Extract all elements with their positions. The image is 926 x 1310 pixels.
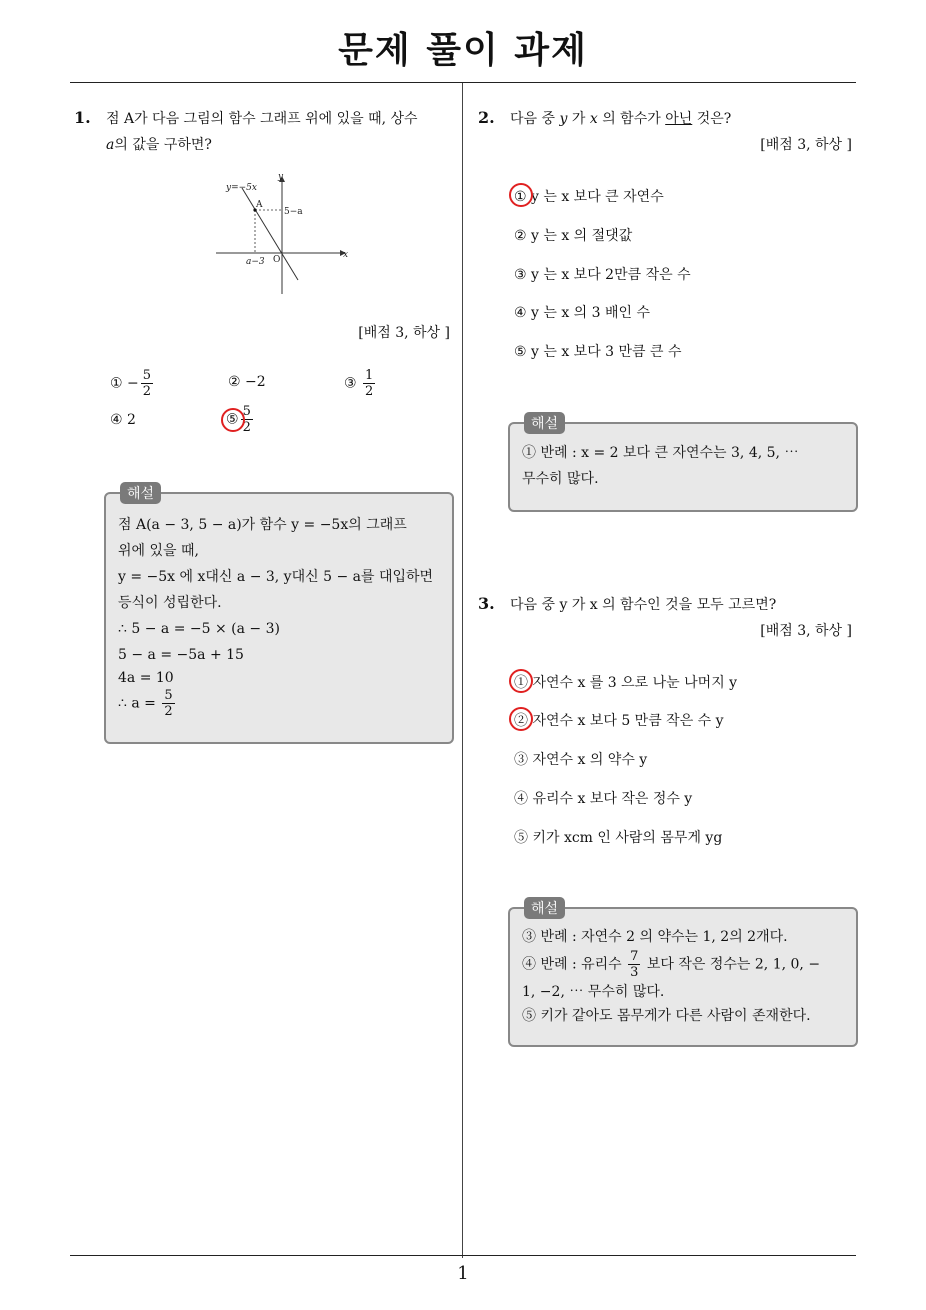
q1-text-line2: a의 값을 구하면?: [106, 137, 212, 153]
q1-choice-3[interactable]: ③ $\frac{1}{2}$: [344, 368, 374, 399]
q1-text-line1: 점 A가 다음 그림의 함수 그래프 위에 있을 때, 상수: [106, 111, 418, 127]
graph-y-axis-label: y: [278, 172, 284, 182]
q1-explanation-label: 해설: [120, 482, 161, 504]
answer-circle-mark: [221, 408, 245, 432]
q3-question: 다음 중 y 가 x 의 함수인 것을 모두 고르면?: [510, 597, 777, 613]
top-rule: [70, 82, 856, 83]
column-divider: [462, 83, 463, 1258]
page-number: 1: [457, 1263, 469, 1284]
q2-score: [배점 3, 하상 ]: [760, 137, 852, 153]
graph-x-value-label: a−3: [246, 257, 265, 267]
graph-point-label: A: [256, 200, 263, 210]
q1-choice-4[interactable]: ④ 2: [110, 412, 136, 428]
q1-graph: [212, 170, 352, 300]
q3-choice-1[interactable]: ① 자연수 x 를 3 으로 나눈 나머지 y: [514, 675, 738, 691]
q3-choice-5[interactable]: ⑤ 키가 xcm 인 사람의 몸무게 yg: [514, 830, 723, 846]
q2-explanation-text: ① 반례 : x = 2 보다 큰 자연수는 3, 4, 5, ⋯ 무수히 많다.: [522, 445, 799, 487]
q1-choice-5[interactable]: ⑤ $\frac{5}{2}$: [226, 404, 251, 435]
answer-circle-mark: [509, 669, 533, 693]
graph-origin-label: O: [273, 255, 281, 265]
q3-choice-3[interactable]: ③ 자연수 x 의 약수 y: [514, 752, 648, 768]
q2-choice-5[interactable]: ⑤ y 는 x 보다 3 만큼 큰 수: [514, 344, 682, 360]
q3-choice-2[interactable]: ② 자연수 x 보다 5 만큼 작은 수 y: [514, 713, 724, 729]
bottom-rule: [70, 1255, 856, 1256]
q1-explanation-box: [104, 486, 454, 744]
graph-eq-label: y=−5x: [226, 183, 257, 193]
q1-choice-2[interactable]: ② −2: [228, 374, 266, 390]
graph-value-label: 5−a: [284, 207, 303, 217]
page-title: 문제 풀이 과제: [338, 30, 588, 71]
q3-choice-4[interactable]: ④ 유리수 x 보다 작은 정수 y: [514, 791, 693, 807]
q3-number: 3.: [478, 594, 495, 613]
q2-choice-3[interactable]: ③ y 는 x 보다 2만큼 작은 수: [514, 267, 691, 283]
q2-choice-2[interactable]: ② y 는 x 의 절댓값: [514, 228, 633, 244]
q1-choice-1[interactable]: ① − $\frac{5}{2}$: [110, 368, 152, 399]
q2-question: 다음 중 y 가 x 의 함수가 아닌 것은?: [510, 111, 732, 127]
q2-number: 2.: [478, 108, 495, 127]
q3-score: [배점 3, 하상 ]: [760, 623, 852, 639]
graph-x-axis-label: x: [343, 250, 349, 260]
q3-explanation-box: [508, 901, 858, 1047]
q3-explanation-label: 해설: [524, 897, 565, 919]
q2-explanation-box: [508, 416, 858, 512]
q1-question: [106, 106, 458, 158]
q2-explanation-label: 해설: [524, 412, 565, 434]
q3-explanation-text: ③ 반례 : 자연수 2 의 약수는 1, 2의 2개다. ④ 반례 : 유리수 $\frac{7}{3}$ 보다 작은 정수는 2, 1, 0, − 1, −2, ⋯ 무수히 많다. ⑤ 키가 같아도 몸무게가 다른 사람이 존재한다.: [522, 929, 821, 1024]
q2-choice-1[interactable]: ① y 는 x 보다 큰 자연수: [514, 189, 664, 205]
q2-choice-4[interactable]: ④ y 는 x 의 3 배인 수: [514, 305, 651, 321]
q1-number: 1.: [74, 108, 91, 127]
q1-score: [배점 3, 하상 ]: [358, 325, 450, 341]
q1-explanation-text: 점 A(a − 3, 5 − a)가 함수 y = −5x의 그래프 위에 있을 때, y = −5x 에 x대신 a − 3, y대신 5 − a를 대입하면 등식이 성립한다. ∴ 5 − a = −5 × (a − 3) 5 − a = −5a + 15 4a = 10 ∴ a = $\frac{5}{2}$: [118, 517, 434, 719]
answer-circle-mark: [509, 707, 533, 731]
answer-circle-mark: [509, 183, 533, 207]
